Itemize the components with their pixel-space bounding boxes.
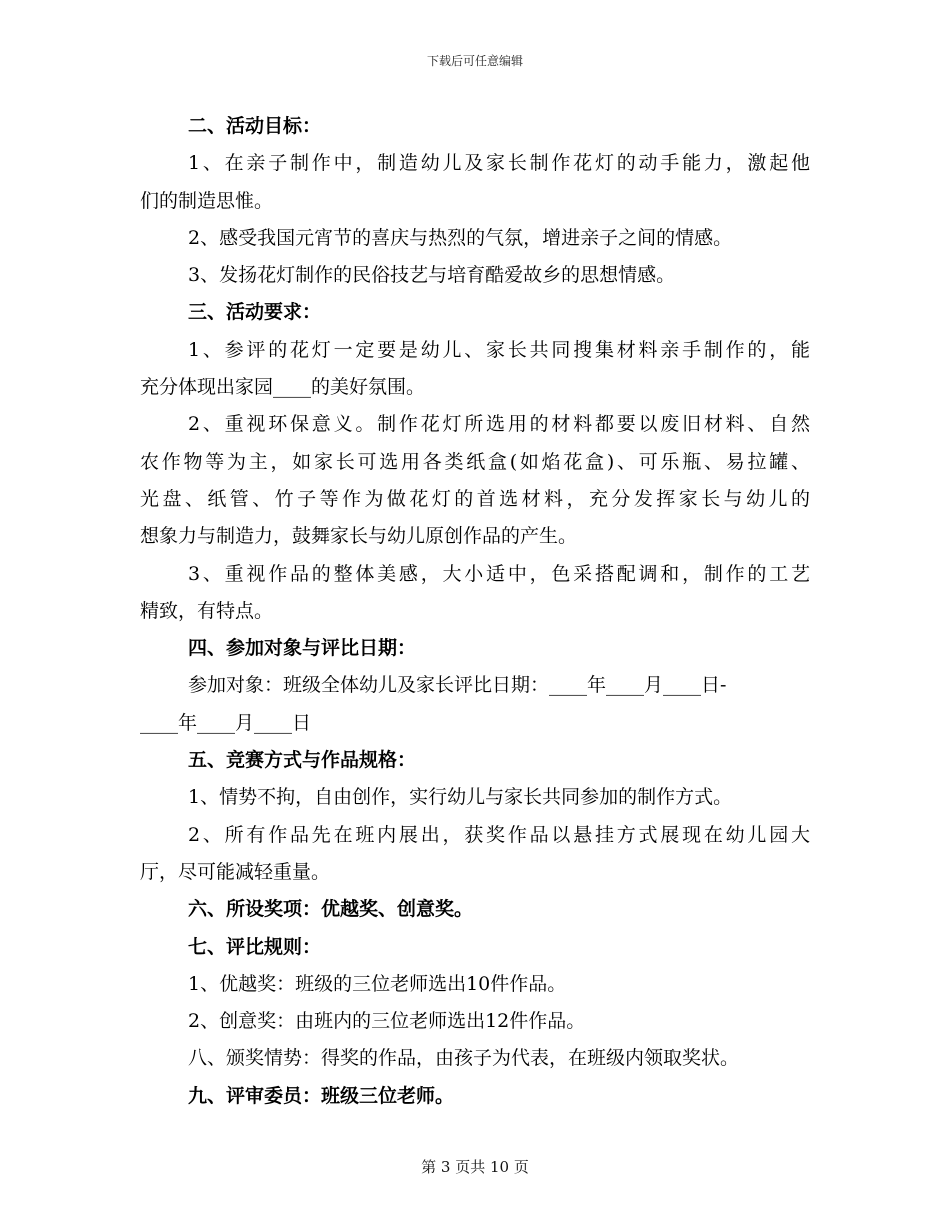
page-header: 下载后可任意编辑 [426,54,523,68]
paragraph-line: 参加对象：班级全体幼儿及家长评比日期：____年____月____日- [188,674,727,697]
paragraph-line: 农作物等为主，如家长可选用各类纸盒(如焰花盒)、可乐瓶、易拉罐、 [140,450,810,473]
paragraph-line: 1、在亲子制作中，制造幼儿及家长制作花灯的动手能力，激起他 [188,152,810,175]
section-heading: 五、竞赛方式与作品规格： [188,749,417,772]
page-footer: 第 3 页共 10 页 [421,1158,529,1176]
paragraph-line: 想象力与制造力，鼓舞家长与幼儿原创作品的产生。 [140,525,578,548]
paragraph-line: 3、发扬花灯制作的民俗技艺与培育酷爱故乡的思想情感。 [188,264,676,287]
section-heading: 七、评比规则： [188,935,322,958]
section-heading: 二、活动目标： [188,115,322,137]
paragraph-line: 1、情势不拘，自由创作，实行幼儿与家长共同参加的制作方式。 [188,786,733,809]
paragraph-line: 充分体现出家园____的美好氛围。 [140,376,426,399]
paragraph-line: 1、参评的花灯一定要是幼儿、家长共同搜集材料亲手制作的，能 [188,338,810,361]
paragraph-line: 八、颁奖情势：得奖的作品，由孩子为代表，在班级内领取奖状。 [188,1047,740,1070]
paragraph-line: 厅，尽可能减轻重量。 [140,860,331,883]
section-heading: 四、参加对象与评比日期： [188,637,417,660]
paragraph-line: 2、重视环保意义。制作花灯所选用的材料都要以废旧材料、自然 [188,413,810,436]
paragraph-line: 精致，有特点。 [140,599,274,622]
paragraph-line: 2、所有作品先在班内展出，获奖作品以悬挂方式展现在幼儿园大 [188,823,810,846]
paragraph-line: 光盘、纸管、竹子等作为做花灯的首选材料，充分发挥家长与幼儿的 [140,487,810,510]
section-heading: 三、活动要求： [188,301,322,324]
paragraph-line: 2、感受我国元宵节的喜庆与热烈的气氛，增进亲子之间的情感。 [188,226,733,249]
paragraph-line: 们的制造思惟。 [140,189,274,212]
section-heading: 九、评审委员：班级三位老师。 [188,1084,455,1107]
document-body [140,108,810,1115]
paragraph-line: 1、优越奖：班级的三位老师选出10件作品。 [188,972,567,995]
section-heading: 六、所设奖项：优越奖、创意奖。 [188,898,474,921]
paragraph-line: ____年____月____日 [140,711,312,734]
paragraph-line: 3、重视作品的整体美感，大小适中，色采搭配调和，制作的工艺 [188,562,810,585]
paragraph-line: 2、创意奖：由班内的三位老师选出12件作品。 [188,1010,586,1033]
